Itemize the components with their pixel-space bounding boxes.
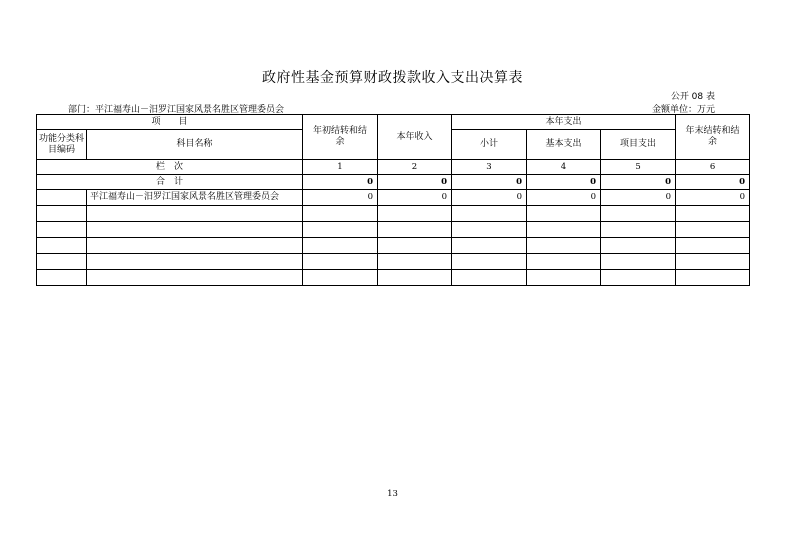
total-label: 合 计	[37, 175, 303, 190]
value-cell: 0	[303, 190, 378, 206]
subject-name-cell: 平江福寿山－汨罗江国家风景名胜区管理委员会	[87, 190, 303, 206]
column-index: 4	[527, 160, 601, 175]
department-label: 部门：平江福寿山－汨罗江国家风景名胜区管理委员会	[68, 105, 285, 115]
header-basic-expense: 基本支出	[527, 130, 601, 160]
page-number: 13	[387, 489, 398, 499]
form-number: 公开 08 表	[670, 92, 715, 102]
budget-table	[36, 114, 750, 286]
total-value: 0	[452, 175, 527, 190]
value-cell: 0	[601, 190, 676, 206]
column-index: 1	[303, 160, 378, 175]
table-row	[37, 190, 750, 206]
header-income: 本年收入	[378, 115, 452, 160]
total-row	[37, 175, 750, 190]
total-value: 0	[303, 175, 378, 190]
value-cell: 0	[452, 190, 527, 206]
report-title: 政府性基金预算财政拨款收入支出决算表	[262, 70, 523, 86]
value-cell: 0	[676, 190, 750, 206]
total-value: 0	[527, 175, 601, 190]
header-project-expense: 项目支出	[601, 130, 676, 160]
header-subject-name: 科目名称	[87, 130, 303, 160]
header-closing-balance: 年末结转和结余	[676, 115, 750, 160]
total-value: 0	[676, 175, 750, 190]
header-func-code: 功能分类科目编码	[37, 130, 87, 160]
column-index: 2	[378, 160, 452, 175]
header-subtotal: 小计	[452, 130, 527, 160]
total-value: 0	[378, 175, 452, 190]
column-index-row	[37, 160, 750, 175]
header-opening-balance: 年初结转和结余	[303, 115, 378, 160]
column-index: 6	[676, 160, 750, 175]
empty-row	[37, 238, 750, 254]
empty-row	[37, 206, 750, 222]
func-code-cell	[37, 190, 87, 206]
value-cell: 0	[527, 190, 601, 206]
header-expense: 本年支出	[452, 115, 676, 130]
empty-row	[37, 254, 750, 270]
value-cell: 0	[378, 190, 452, 206]
empty-row	[37, 270, 750, 286]
column-index: 5	[601, 160, 676, 175]
column-index: 3	[452, 160, 527, 175]
header-item: 项 目	[37, 115, 303, 130]
empty-row	[37, 222, 750, 238]
column-index-label: 栏 次	[37, 160, 303, 175]
total-value: 0	[601, 175, 676, 190]
amount-unit-label: 金额单位：万元	[651, 105, 715, 115]
